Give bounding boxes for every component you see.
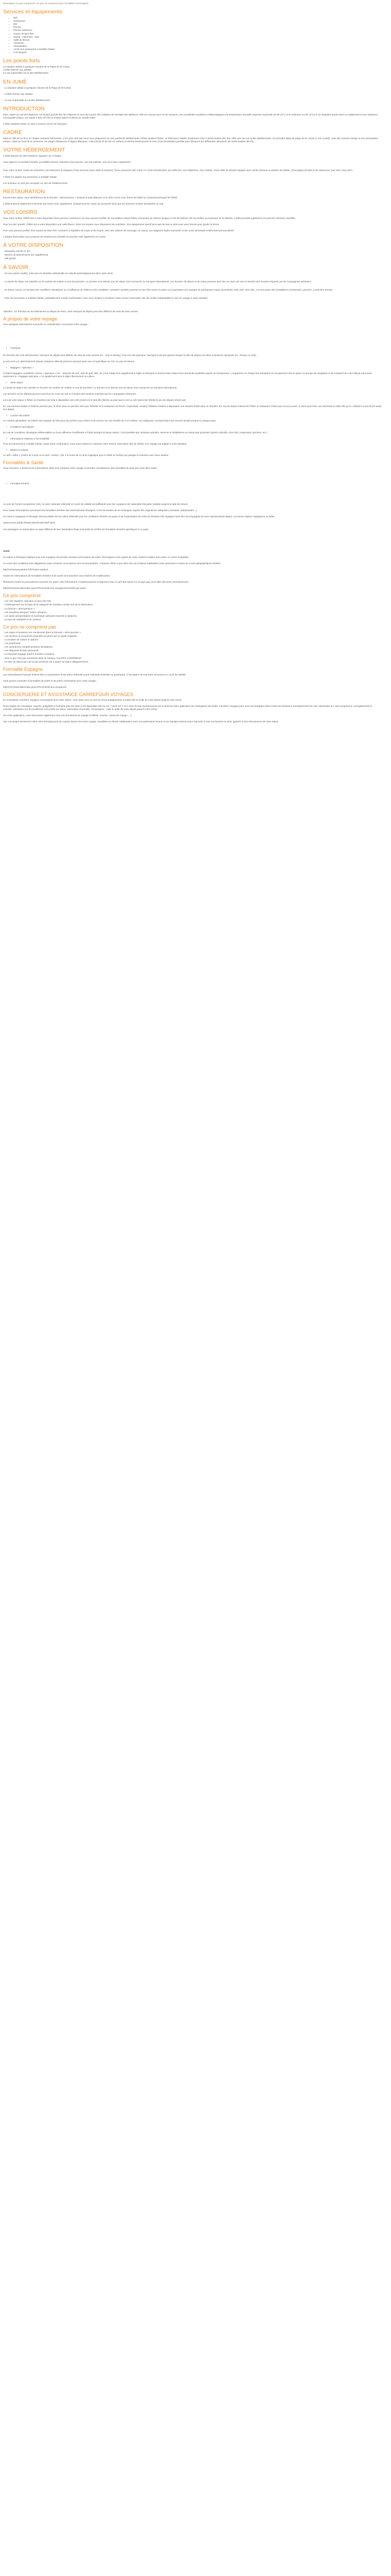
service-item: • Accès aux personnes à mobilité réduite xyxy=(13,48,382,51)
sante-link[interactable]: http/XXXXwww.pasteur.fr/fr/centre-medical xyxy=(3,568,48,571)
propos-text: Lors de votre séjour à l'hôtel, la chambre est mise à disposition vers 15h (check-in) et doit être libérée au plus tard à 11h ou 12h (selon les hôtels) le jour du départ (check-out). xyxy=(3,398,187,401)
formalites-text: Un mineur voyageant à l'étranger devrait justifier de leur pièce d'identité (voir les conditions d'entrée du pays) et de l'autorisation de sortie du territoire s'ils voyagent sans être accompagnés de leurs représentants légaux. La mineur régime s'appliquent au bébé. xyxy=(3,515,275,518)
propos-text: La durée de séjour est calculée en fonction du nombre de nuitées et non de journées. Le premier et le dernier jour du séjour sont consacrés au transport international. xyxy=(3,386,177,389)
loisirs-text: L'équipe d'animation vous propose de nombreuses activités en journée mais également en soirée. xyxy=(3,235,106,239)
formalites-link[interactable]: www.service-public.fr/particuliers/vosdroits/F1922 xyxy=(3,521,55,524)
propos-text: Le tarif « bébé » (moins de 2 ans) ou le tarif « enfant » (de 2 à moins de 12 ans) s'applique pour le bébé ou l'enfant qui partage la chambre avec deux adultes. xyxy=(3,453,169,456)
sejour-heading: • Votre séjour xyxy=(3,381,382,384)
en-bref-line: - La situation idéale à quelques minutes de la Playa de El Cotear xyxy=(3,86,71,89)
introduction-text: L'hôtel Abadesé Relax se situe à environ 20 km de l'aéroport. xyxy=(3,122,68,125)
restauration-text: L'hôtel propose également la formule tout inclus avec supplément, incluant tous les repas de la journée ainsi que les boissons locales alcoolisées ou soft. xyxy=(3,202,164,205)
propos-text: Pour les personnes à mobilité réduite, avant toute confirmation, nous vous invitons à contacter notre service réservation afin de vérifier si le voyage est adapté à votre situation. xyxy=(3,442,187,445)
bebe-heading: • Bébés et enfants xyxy=(3,449,382,452)
conditions-heading: • Conditions spécifiques xyxy=(3,426,382,429)
prix-pas-item: - Tout ce qui n'est pas mentionné dans la rubrique "CE PRIX COMPREND" xyxy=(3,656,82,659)
hebergement-text: Vous logerez en chambre double, possibilité d'autres chambres (vue piscine, vue mer latérale, vue mer) avec supplément. xyxy=(3,161,132,164)
introduction-title: INTRODUCTION xyxy=(3,105,45,112)
service-item: • Bar xyxy=(13,23,382,26)
prix-comprend-title: Ce prix comprend xyxy=(3,593,41,599)
sante-heading: Santé xyxy=(3,549,10,552)
propos-text: Les arrivées ou les départs peuvent avoir lieu en cours de nuit en fonction des horaires imposés par les compagnies aériennes. xyxy=(3,392,137,395)
prix-pas-title: Ce prix ne comprend pas xyxy=(3,624,56,630)
service-item: • Restaurant xyxy=(13,20,382,23)
disposition-title: À VOTRE DISPOSITION xyxy=(3,242,63,249)
prix-pas-item: - La franchise bagage (sauf si mention contraire), xyxy=(3,653,55,656)
service-item: • Conciergerie xyxy=(13,51,382,54)
loisirs-title: VOS LOISIRS xyxy=(3,209,38,215)
services-title: Services et équipements xyxy=(3,9,62,15)
propos-intro: Voici quelques informations à prendre en considération concernant votre voyage : xyxy=(3,323,89,326)
conciergerie-text: En choisissant Carrefour Voyages Conciergerie pour votre séjour, vous optez pour un service d'accompagnement complet dès la veille de votre départ jusqu'à votre retour. xyxy=(3,699,182,701)
service-item: • Télévision xyxy=(13,42,382,45)
service-item: • Salle de fitness xyxy=(13,39,382,42)
prix-comprend-item: - Les transferts aéroport / hôtel / aéroport, xyxy=(3,611,47,614)
sante-text: Un séjour à l'étranger implique pour tout voyageur de prendre certaines précautions de santé. Renseignez-vous auprès de votre médecin traitant et/ou dans un centre hospitalier. xyxy=(3,555,189,558)
prix-comprend-item: - Les vols réguliers, spéciaux ou low-cost A/R, xyxy=(3,600,52,603)
restauration-text: Durant votre séjour, vous bénéficierez de la formule « demi-pension » incluant le petit déjeuner et le dîner servis sous forme de buffet au restaurant principal de l'hôtel. xyxy=(3,196,178,199)
services-list xyxy=(3,16,382,54)
propos-text: Le prix et le vol, atterrissement depuis certaines villes de province peuvent avoir une vol spécifique en TGV ou par vol interne. xyxy=(3,360,135,363)
formalites-text: Au sein de l'Union européenne (UE), la carte nationale d'identité en cours de validité est suffisante pour les voyageurs de nationalité française (valable jusqu'à la date de retour). xyxy=(3,503,188,506)
prix-comprend-item: - La taxe de solidarité et de carbone. xyxy=(3,618,42,621)
conciergerie-text: Vos concierges deviennent alors votre principal point de contact durant tout votre voyage, travaillant en étroite collaboration avec nos partenaires locaux et nos équipes internes pour répondre à tous vos besoins et ainsi, garantir le bon déroulement de votre séjour. xyxy=(3,720,279,723)
sante-text: Toutes les informations de formalités d'entrée et de santé sont données sous réserve de modifications. xyxy=(3,574,111,578)
disposition-item: - Réception 24/24h et 7j/7 xyxy=(3,250,30,253)
access-heading: • Informations relatives à l'accessibilité xyxy=(3,437,382,440)
prix-comprend-item: - La formule « demi-pension », xyxy=(3,607,36,610)
introduction-text: Ibiza, située au sud des Baléares, est la plus grande des îles Pityuses et l'une des quatre îles habitées de l'archipel des Baléares. Elle est connue pour sa vie nocturne, ses excellentes conditions météorologiques (la température annuelle moyenne maximale est de 22°C et le minimum est de 14°C) et sa singulière partie entre ce traditionnel et une ambiance cosmopolite unique, ont rejoué à faire de l'île un endroit adoré et désiré au monde entier. xyxy=(3,113,378,119)
prix-comprend-item: - Les taxes aéroportuaires et surcharge carburant (soumis à variation), xyxy=(3,614,77,617)
conciergerie-text: Notre équipe de concierges, experte, polyglotte et humaine (pas de robot !) est disponible 24h sur 24, 7 jours sur 7 et à votre écoute exclusivement par le biais de notre application de messagerie sécurisée. Carrefour Voyages pour vous accompagner dans toutes les situations (enregistrement de vols, demandes sur votre programme, enregistrement & conseils, assistance sur les problèmes rencontrés sur place, réservation d'activités, conciergerie...) dès la veille de votre départ jusqu'à votre retour. xyxy=(3,705,372,711)
loisirs-text: Puis vous pourrez profiter d'un espace de bien-être, consacré à l'équilibre du corps et de l'esprit, avec des cabines de massage, un sauna, une baignoire hydro-massante et des soins de beauté entièrement personnalisés. xyxy=(3,229,235,232)
cadre-title: CADRE xyxy=(3,129,22,136)
en-bref-line: - La vue imprenable sur la Mer Méditerranée. xyxy=(3,98,51,101)
propos-text: En cas de conditions climatiques défavorables ou d'une affluence insuffisante à l'hôtel pendant la basse saison, il est possible que certaines activités, services et installations ne soient pas proposés (sports collectifs, mini-club, restaurants, piscines, etc.). xyxy=(3,431,268,434)
en-bref-line: - L'hôtel réservé aux adultes xyxy=(3,92,33,95)
prix-pas-item: - Les assurances complémentaires facultatives, xyxy=(3,646,53,649)
disposition-item: - Wifi gratuit xyxy=(3,257,16,260)
transport-heading: • Transport xyxy=(3,347,382,350)
service-item: • Piscine xyxy=(13,26,382,29)
document xyxy=(0,0,385,723)
service-item: • Wifi xyxy=(13,16,382,20)
formalite-entree-heading: • Formalité d'entrée xyxy=(3,482,382,485)
cadre-text: Idéal en ville de ou hors ici chaque semaine intimement. C'est pour cela que nous vous proposons un coin parfait de Méditerranée l'Hôtel Abadesé Relax, un hôtel pour Adultes Seulement situé à Santa Eulària des Riu, offre une vue sur la Mer Méditerranée. En première ligne de plage de Es Canar (1 min à pied), avec des espaces design et une atmosphère unique ! Situé au nord de la commune, les plages fabuleuses d'Aigues Blanques, Cala Llenya (à 10 min en voiture) et Marina Petamacaste la trans d'une localisation parfaite pour découvrir les différentes attractions de Santa Eulària del Riu. xyxy=(3,137,379,143)
hebergement-text: L'hôtel dispose de 290 chambres réparties sur 3 étages. xyxy=(3,155,62,158)
en-bref-title: EN JUMÉ xyxy=(3,78,27,85)
service-item: • Centre de bien-être xyxy=(13,32,382,36)
formalite-espagne-text: Vous pouvez consulter la formalités de santé et de police nécessaires pour votre voyage : xyxy=(3,679,97,682)
formalite-espagne-text: Les ressortissants français doivent être en possession d'une pièce d'identité (carte nationale d'identité ou passeport), à l'exception de tout autre document en cours de validité. xyxy=(3,673,186,676)
hebergement-title: VOTRE HÉBERGEMENT xyxy=(3,147,66,154)
points-forts-line: La situation idéale à quelques minutes de la Playa de El Cotear xyxy=(3,65,70,69)
savoir-text: - En basse saison, en fonction des conditions climatiques ou à l'affluence de l'hôtel ou des conditions, certaines activités peuvent ne pas être mises en place ou suspendues par manque de participants requis (spectacles, kids club, mini club...) et une partie des installations (restaurants, piscines...) peut être fermée. xyxy=(3,288,333,291)
formalite-espagne-title: Formalité Espagne xyxy=(3,666,43,672)
loisirs-text: Pour les plus sportifs, l'hôtel met à votre disposition une salle fitness. Dans cet espace vous disposerez de machines, d'un équipement sportif ainsi que de tout ce dont vous avez besoin pour garder la forme. xyxy=(3,223,220,226)
hebergement-text: Pour votre confort, toutes les chambres sont décorées et équipées d'une terrasse (avec table et chaises), d'une connexion wifi, d'une TV, d'une climatisation, de coffre-fort, d'un téléphone, d'un minibar, d'une salle de douche équipée avec sèche-cheveux et articles de toilette. (Tinsanghe) de lotel et de chaussons, puis Rue Vany Nern. xyxy=(3,169,353,172)
propos-text: En fonction des vols sélectionnés, l'aéroport de départ peut différer de celui de votre arrivée (ex : Orly et Roissy). Pour les vols spéciaux, l'aéroport n'est pas garanti lorsque la ville de départ est reliée à plusieurs aéroports (ex : Roissy ou Orly). xyxy=(3,354,257,357)
prix-comprend-item: - L'hébergement sur la base de la catégorie de chambre choisie lors de la réservation, xyxy=(3,603,93,606)
sante-text: Retrouvez toutes les précautions à prendre sur place, des informations complémentaires et apprenez tout ce qu'il faut savoir sur le pays que vous allez découvrir prochainement : xyxy=(3,581,190,584)
enfants-heading: • Confort des bébés xyxy=(3,414,382,417)
savoir-text: - Si vous partez seul(e), votre prix en chambre individuelle est calculé automatiquement dans votre devis. xyxy=(3,272,113,275)
formalites-title: Formalités & Santé xyxy=(3,460,44,465)
conciergerie-title: CONCIERGERIE ET ASSISTANCE CARREFOUR VOYAGES xyxy=(3,692,134,697)
points-forts-title: Les points forts xyxy=(3,58,40,64)
propos-title: À propos de votre voyage xyxy=(3,316,57,322)
loisirs-text: Pour votre confort, l'hôtel met à votre disposition deux piscines extérieures où vous pourrez profiter du merveilleux climat d'Ibiza. Entourées de chaises longues et de lits balinais afin de profiter au maximum de la détente. L'hôtel possède également une piscine intérieure chauffée. xyxy=(3,216,296,219)
service-item: • Climatisation xyxy=(13,45,382,48)
conciergerie-text: Via notre application, vous retrouverez également tous vos documents de voyage (e-billets, voucher, carnet de voyage, ...). xyxy=(3,714,132,717)
formalites-text: Pour toutes informations concernant les formalités d'entrée des ressortissants étrangers, il est nécessaire de se renseigner auprès des organismes adéquats (consulats, ambassades...). xyxy=(3,509,198,512)
savoir-title: À SAVOIR xyxy=(3,264,28,270)
savoir-text: - Pour les personnes à mobilité réduite, préalablement à toute confirmation, nous vous invitons à contacter notre service réservation afin de vérifier l'adaptabilité ou non du voyage à votre situation. xyxy=(3,296,208,299)
formalite-espagne-link[interactable]: http/XXXXwww.diplomatie.gouv.fr/fr/conseils-aux-voyageurs/ xyxy=(3,685,67,688)
service-item: • Sauna - Hammam - Spa xyxy=(13,36,382,39)
service-item: • Piscine extérieure xyxy=(13,29,382,32)
prix-pas-item: - Les pourboires, xyxy=(3,642,21,645)
breadcrumb: Description Ce prix comprend / Ce prix ne comprend pas Formalités Conciergerie xyxy=(3,2,89,5)
formalites-intro: Vous trouverez ci-dessous les informations utiles pour préparer votre voyage et prendre connaissance des actualités du pays que vous allez visiter. xyxy=(3,467,158,469)
propos-text: Un nombre généralisé, les hôtels sont équipés de berceaux (et parfois sont confort et de service sur une échelle de 2 à 5 étoiles, ces catégories correspondent aux normes locales propres à chaque pays. xyxy=(3,419,217,422)
restauration-title: RESTAURATION xyxy=(3,188,45,195)
disposition-item: - Service de blanchisserie (en supplément) xyxy=(3,253,48,257)
bagages-heading: • Bagages « spéciaux » xyxy=(3,366,382,369)
prix-pas-item: - Les repas et boissons non mentionnés dans la formule « demi-pension », xyxy=(3,631,82,634)
prix-comprend-list xyxy=(3,600,382,621)
formalites-text: Les passagers en transit dans un pays différent de leur destination finale sont priés de vérifier les formalités d'entrée spécifiques à ce pays. xyxy=(3,528,149,531)
savoir-text: - La durée du séjour est calculée sur le nombre de nuitées et non de journées. Le premier et le dernier jour du séjour sont consacrés au transport international. Les horaires de départ et de retour peuvent avoir lieu en cours de nuit en fonction des horaires imposés par les compagnies aériennes. xyxy=(3,280,312,283)
prix-pas-item: - Les services et excursions proposés sur place par un guide organisé, xyxy=(3,634,77,637)
propos-text: En cas d'arrivée tardive à l'hôtel le premier jour, le dîner peut ne pas être servi par l'hôtelier si le restaurant est fermé. Cependant, certains hôteliers mettent à disposition une assiette froide dans la chambre. En cas de départ matinal de l'hôtel, le restaurant n'étant pas encore ouvert, le client peut faire une demande la veille afin qu'un collation lui soit fourni avant son départ. xyxy=(3,405,382,411)
prix-pas-item: - La taxe de séjour par nuit et par personne est à payer sur place obligatoirement. xyxy=(3,660,89,663)
disposition-list xyxy=(3,250,382,260)
prix-pas-item: - Les dépenses d'ordre personnel, xyxy=(3,649,39,652)
savoir-attention: Attention : En fonction du vol sélectionné au départ de Paris, votre aéroport de départ peut être différent de celui de votre arrivée. xyxy=(3,310,139,313)
sante-link[interactable]: http/XXXXwww.diplomatie.gouv.fr/fr/conseils-aux-voyageurs/conseils-par-pays/ xyxy=(3,587,86,590)
hebergement-text: L'hôtel est adapté aux personnes à mobilité réduite. xyxy=(3,175,58,178)
propos-text: Certains bagages considérés comme « spéciaux » (ex. : planche de surf, club de golf, vélo, etc.) font l'objet d'un supplément à régler à l'aéroport et doivent faire l'objet d'une demande préalable auprès du transporteur. L'organisme en charge des transports du Groupement met en place un groupe de navigation et de transport de votre départ retrouvant seulement le « bagages spéciaux » Ce supplément sera à régler directement sur place. xyxy=(3,371,372,378)
prix-pas-item: - La location de voiture et options, xyxy=(3,638,39,641)
points-forts-line: L'hôtel réservé aux adultes xyxy=(3,69,31,72)
sante-text: Au cours des conditions sont obligatoires mais certaines vaccinations sont recommandées ; s'assurer d'être à jour dans ses vaccinations habituelles mais aussi liées à toutes les zones géographiques visitées. xyxy=(3,562,221,565)
prix-pas-list xyxy=(3,631,382,664)
hebergement-text: Les animaux ne sont pas acceptés au sein de l'établissement. xyxy=(3,181,69,184)
points-forts-line: La vue imprenable sur la Mer Méditerranée. xyxy=(3,72,50,75)
